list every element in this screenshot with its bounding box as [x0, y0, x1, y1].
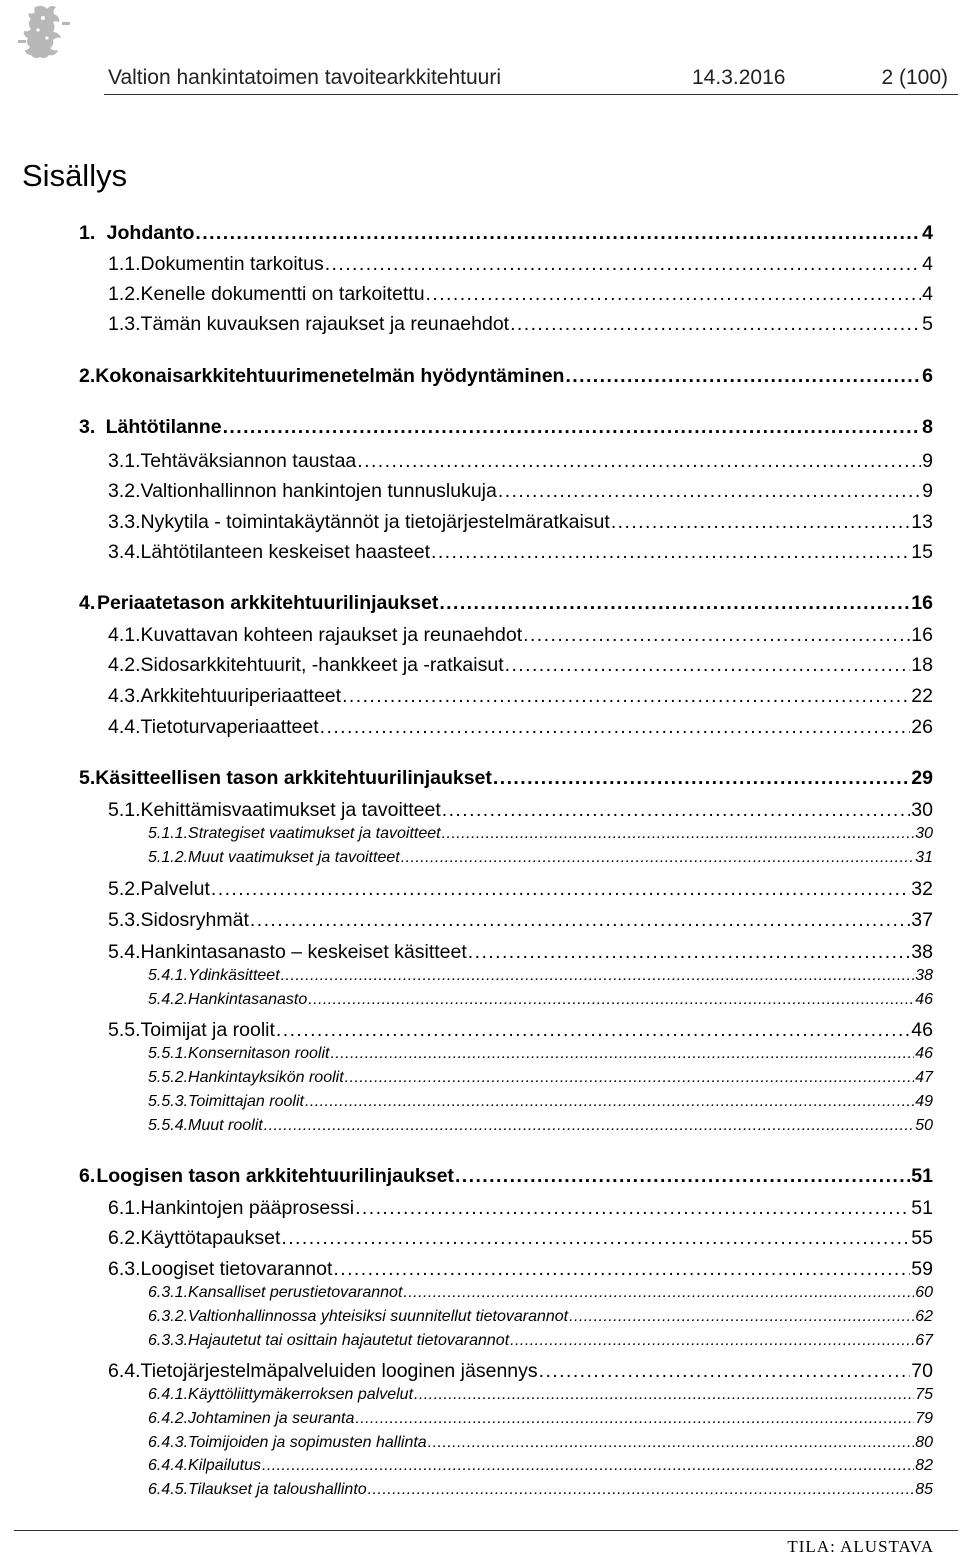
toc-entry-page: 6 — [922, 365, 933, 387]
toc-entry-label: Nykytila - toimintakäytännöt ja tietojärjestelmäratkaisut — [140, 511, 610, 533]
toc-entry-page: 85 — [915, 1481, 933, 1498]
toc-entry[interactable] — [148, 1457, 933, 1475]
toc-entry[interactable] — [148, 1410, 933, 1428]
toc-entry-number: 5.5.4. — [148, 1117, 189, 1134]
toc-dot-leader — [305, 1093, 914, 1111]
toc-entry-number: 6. — [79, 1165, 96, 1187]
toc-entry-label: Johtaminen ja seuranta — [188, 1410, 355, 1427]
toc-dot-leader — [250, 909, 910, 932]
toc-entry-page: 29 — [911, 767, 933, 789]
toc-entry-page: 75 — [915, 1386, 933, 1403]
toc-entry-page: 22 — [911, 685, 933, 707]
toc-entry[interactable] — [108, 313, 933, 336]
toc-entry-label: Sidosryhmät — [140, 909, 249, 931]
toc-entry[interactable] — [148, 1045, 933, 1063]
toc-entry-label: Johdanto — [106, 222, 195, 244]
toc-entry[interactable] — [79, 767, 933, 790]
toc-entry-page: 9 — [922, 450, 933, 472]
toc-entry[interactable] — [108, 716, 933, 739]
toc-entry[interactable] — [108, 685, 933, 708]
toc-entry-page: 16 — [911, 624, 933, 646]
toc-entry-label: Arkkitehtuuriperiaatteet — [140, 685, 342, 707]
toc-entry[interactable] — [108, 511, 933, 534]
header-divider — [104, 94, 958, 95]
toc-entry[interactable] — [108, 1360, 933, 1383]
toc-entry-number: 1. — [79, 222, 96, 244]
toc-entry-page: 5 — [922, 313, 933, 335]
toc-entry-page: 13 — [911, 511, 933, 533]
footer-divider — [14, 1530, 958, 1531]
toc-entry[interactable] — [108, 654, 933, 677]
toc-dot-leader — [264, 1117, 914, 1135]
toc-entry-number: 2. — [79, 365, 96, 387]
toc-entry-number: 6.3.3. — [148, 1332, 189, 1349]
toc-dot-leader — [510, 313, 921, 336]
toc-entry-number: 6.3.1. — [148, 1284, 189, 1301]
toc-entry-page: 15 — [911, 541, 933, 563]
toc-entry-number: 6.4.5. — [148, 1481, 189, 1498]
toc-entry-label: Toimijoiden ja sopimusten hallinta — [188, 1434, 427, 1451]
coat-of-arms-logo — [16, 4, 72, 62]
toc-entry-number: 6.4.4. — [148, 1457, 189, 1474]
toc-entry-number: 3.4. — [108, 541, 141, 563]
toc-dot-leader — [401, 849, 915, 867]
toc-entry-label: Kansalliset perustietovarannot — [188, 1284, 403, 1301]
toc-entry-number: 4.4. — [108, 716, 141, 738]
toc-entry-page: 46 — [915, 991, 933, 1008]
toc-entry-page: 46 — [915, 1045, 933, 1062]
toc-entry-page: 55 — [911, 1227, 933, 1249]
toc-dot-leader — [223, 416, 922, 439]
toc-entry[interactable] — [79, 592, 933, 615]
toc-entry-number: 5.1.2. — [148, 849, 189, 866]
toc-entry-page: 50 — [915, 1117, 933, 1134]
toc-entry-label: Toimittajan roolit — [188, 1093, 304, 1110]
toc-entry-number: 1.2. — [108, 283, 141, 305]
toc-entry-number: 5.3. — [108, 909, 141, 931]
toc-dot-leader — [611, 511, 910, 534]
toc-entry-label: Käyttötapaukset — [140, 1227, 281, 1249]
toc-entry-page: 60 — [915, 1284, 933, 1301]
toc-entry[interactable] — [148, 825, 933, 843]
toc-entry-number: 3. — [79, 416, 96, 438]
toc-entry[interactable] — [79, 1165, 933, 1188]
toc-dot-leader — [403, 1284, 914, 1302]
toc-entry-label: Hankintayksikön roolit — [188, 1069, 344, 1086]
toc-entry-page: 51 — [911, 1165, 933, 1187]
toc-entry[interactable] — [108, 253, 933, 276]
toc-entry-number: 3.2. — [108, 480, 141, 502]
toc-entry[interactable] — [148, 1434, 933, 1452]
toc-dot-leader — [565, 365, 921, 388]
toc-entry-page: 30 — [911, 799, 933, 821]
toc-entry-page: 70 — [911, 1360, 933, 1382]
toc-entry-label: Muut roolit — [188, 1117, 263, 1134]
toc-entry-label: Palvelut — [140, 878, 210, 900]
toc-entry-page: 31 — [915, 849, 933, 866]
toc-entry-label: Tämän kuvauksen rajaukset ja reunaehdot — [140, 313, 510, 335]
toc-entry-label: Hankintojen pääprosessi — [140, 1197, 355, 1219]
document-date: 14.3.2016 — [692, 66, 786, 89]
toc-entry-label: Loogisen tason arkkitehtuurilinjaukset — [96, 1165, 454, 1187]
toc-dot-leader — [355, 1410, 914, 1428]
toc-dot-leader — [281, 967, 915, 985]
toc-entry-number: 5.5. — [108, 1019, 141, 1041]
toc-entry[interactable] — [148, 849, 933, 867]
toc-entry-label: Strategiset vaatimukset ja tavoitteet — [188, 825, 441, 842]
toc-entry[interactable] — [108, 909, 933, 932]
toc-dot-leader — [320, 716, 911, 739]
toc-entry[interactable] — [148, 1308, 933, 1326]
toc-dot-leader — [569, 1308, 914, 1326]
toc-entry[interactable] — [148, 991, 933, 1009]
toc-dot-leader — [368, 1481, 915, 1499]
toc-entry-number: 6.3.2. — [148, 1308, 189, 1325]
toc-dot-leader — [455, 1165, 910, 1188]
toc-entry-label: Valtionhallinnossa yhteisiksi suunnitellut tietovarannot — [188, 1308, 569, 1325]
toc-dot-leader — [357, 450, 921, 473]
toc-entry-page: 8 — [922, 416, 933, 438]
toc-entry-page: 79 — [915, 1410, 933, 1427]
toc-entry-number: 4.1. — [108, 624, 141, 646]
toc-entry-page: 4 — [922, 253, 933, 275]
toc-entry-number: 4. — [79, 592, 96, 614]
toc-entry-label: Kilpailutus — [188, 1457, 261, 1474]
toc-entry-number: 6.3. — [108, 1258, 141, 1280]
toc-entry-label: Tehtäväksiannon taustaa — [140, 450, 357, 472]
toc-entry-number: 6.4.3. — [148, 1434, 189, 1451]
toc-dot-leader — [308, 991, 914, 1009]
toc-dot-leader — [442, 825, 915, 843]
document-header — [108, 66, 958, 96]
toc-dot-leader — [498, 480, 921, 503]
toc-entry-label: Konsernitason roolit — [188, 1045, 330, 1062]
toc-entry-number: 3.3. — [108, 511, 141, 533]
toc-entry[interactable] — [108, 1258, 933, 1281]
toc-entry-label: Lähtötilanteen keskeiset haasteet — [140, 541, 430, 563]
toc-entry-number: 5.1.1. — [148, 825, 189, 842]
toc-entry-number: 3.1. — [108, 450, 141, 472]
toc-entry-page: 46 — [911, 1019, 933, 1041]
toc-entry-number: 6.1. — [108, 1197, 141, 1219]
toc-entry-page: 4 — [922, 222, 933, 244]
toc-dot-leader — [355, 1197, 910, 1220]
toc-dot-leader — [428, 1434, 915, 1452]
toc-dot-leader — [211, 878, 910, 901]
toc-entry-page: 18 — [911, 654, 933, 676]
toc-entry-label: Tilaukset ja taloushallinto — [188, 1481, 367, 1498]
toc-entry-page: 26 — [911, 716, 933, 738]
toc-entry[interactable] — [108, 799, 933, 822]
toc-dot-leader — [345, 1069, 915, 1087]
toc-entry[interactable] — [108, 480, 933, 503]
toc-entry-number: 6.4. — [108, 1360, 141, 1382]
toc-entry-label: Sidosarkkitehtuurit, -hankkeet ja -ratkaisut — [140, 654, 504, 676]
toc-dot-leader — [342, 685, 910, 708]
toc-entry-page: 59 — [911, 1258, 933, 1280]
toc-entry-label: Muut vaatimukset ja tavoitteet — [188, 849, 400, 866]
toc-entry[interactable] — [108, 283, 933, 306]
toc-entry-number: 5.5.3. — [148, 1093, 189, 1110]
toc-entry-page: 49 — [915, 1093, 933, 1110]
toc-dot-leader — [539, 1360, 911, 1383]
document-status: TILA: ALUSTAVA — [787, 1537, 934, 1556]
toc-entry-label: Kenelle dokumentti on tarkoitettu — [140, 283, 425, 305]
toc-dot-leader — [414, 1386, 914, 1404]
toc-entry-page: 37 — [911, 909, 933, 931]
page-number: 2 (100) — [881, 66, 948, 89]
toc-entry[interactable] — [108, 941, 933, 964]
toc-entry-number: 5.4.1. — [148, 967, 189, 984]
toc-entry[interactable] — [108, 541, 933, 564]
toc-dot-leader — [510, 1332, 914, 1350]
toc-entry[interactable] — [108, 450, 933, 473]
toc-entry[interactable] — [148, 1117, 933, 1135]
toc-heading: Sisällys — [22, 158, 128, 193]
toc-entry-label: Valtionhallinnon hankintojen tunnuslukuja — [140, 480, 497, 502]
toc-entry-number: 5.1. — [108, 799, 141, 821]
toc-entry-number: 5.5.2. — [148, 1069, 189, 1086]
toc-entry-label: Käsitteellisen tason arkkitehtuurilinjaukset — [95, 767, 492, 789]
toc-entry[interactable] — [148, 1284, 933, 1302]
toc-entry-number: 6.4.2. — [148, 1410, 189, 1427]
toc-dot-leader — [276, 1019, 910, 1042]
toc-entry[interactable] — [148, 1481, 933, 1499]
toc-entry-label: Toimijat ja roolit — [140, 1019, 275, 1041]
toc-dot-leader — [442, 799, 911, 822]
toc-entry-label: Periaatetason arkkitehtuurilinjaukset — [96, 592, 439, 614]
toc-entry-number: 1.1. — [108, 253, 141, 275]
toc-entry-label: Tietojärjestelmäpalveluiden looginen jäsennys — [140, 1360, 538, 1382]
toc-entry[interactable] — [79, 222, 933, 245]
toc-entry-label: Käyttöliittymäkerroksen palvelut — [188, 1386, 414, 1403]
toc-dot-leader — [523, 624, 910, 647]
toc-entry-label: Dokumentin tarkoitus — [140, 253, 324, 275]
toc-entry-number: 1.3. — [108, 313, 141, 335]
toc-dot-leader — [426, 283, 922, 306]
toc-entry[interactable] — [108, 624, 933, 647]
toc-entry-page: 51 — [911, 1197, 933, 1219]
toc-entry[interactable] — [148, 1093, 933, 1111]
toc-entry-label: Hankintasanasto – keskeiset käsitteet — [140, 941, 467, 963]
document-title: Valtion hankintatoimen tavoitearkkitehtuuri — [108, 66, 502, 89]
toc-entry-page: 82 — [915, 1457, 933, 1474]
toc-entry-number: 6.2. — [108, 1227, 141, 1249]
toc-entry[interactable] — [148, 1332, 933, 1350]
toc-entry-page: 67 — [915, 1332, 933, 1349]
toc-entry-page: 32 — [911, 878, 933, 900]
toc-entry-page: 16 — [911, 592, 933, 614]
toc-entry-number: 5.4. — [108, 941, 141, 963]
toc-entry-number: 4.3. — [108, 685, 141, 707]
toc-entry-number: 5. — [79, 767, 96, 789]
toc-dot-leader — [468, 941, 911, 964]
toc-entry-page: 62 — [915, 1308, 933, 1325]
toc-entry[interactable] — [108, 878, 933, 901]
toc-entry[interactable] — [108, 1227, 933, 1250]
toc-entry-number: 4.2. — [108, 654, 141, 676]
toc-entry-label: Loogiset tietovarannot — [140, 1258, 333, 1280]
toc-entry-label: Kehittämisvaatimukset ja tavoitteet — [140, 799, 441, 821]
toc-entry-page: 38 — [911, 941, 933, 963]
toc-entry-number: 5.2. — [108, 878, 141, 900]
toc-dot-leader — [431, 541, 910, 564]
toc-entry-label: Kokonaisarkkitehtuurimenetelmän hyödyntäminen — [95, 365, 565, 387]
toc-dot-leader — [439, 592, 910, 615]
toc-dot-leader — [493, 767, 910, 790]
toc-dot-leader — [333, 1258, 910, 1281]
toc-dot-leader — [330, 1045, 914, 1063]
toc-entry[interactable] — [108, 1197, 933, 1220]
toc-entry[interactable] — [148, 1069, 933, 1087]
toc-entry[interactable] — [108, 1019, 933, 1042]
toc-dot-leader — [195, 222, 921, 245]
toc-entry[interactable] — [148, 1386, 933, 1404]
toc-entry-page: 47 — [915, 1069, 933, 1086]
toc-entry-label: Ydinkäsitteet — [188, 967, 280, 984]
toc-dot-leader — [281, 1227, 910, 1250]
toc-entry-number: 5.5.1. — [148, 1045, 189, 1062]
toc-entry-page: 38 — [915, 967, 933, 984]
toc-entry-page: 30 — [915, 825, 933, 842]
toc-entry-label: Tietoturvaperiaatteet — [140, 716, 319, 738]
toc-entry-label: Hajautetut tai osittain hajautetut tietovarannot — [188, 1332, 510, 1349]
toc-entry[interactable] — [79, 416, 933, 439]
toc-entry[interactable] — [79, 365, 933, 388]
toc-entry-label: Lähtötilanne — [105, 416, 222, 438]
toc-entry[interactable] — [148, 967, 933, 985]
toc-entry-number: 5.4.2. — [148, 991, 189, 1008]
toc-dot-leader — [262, 1457, 914, 1475]
toc-entry-page: 4 — [922, 283, 933, 305]
toc-entry-number: 6.4.1. — [148, 1386, 189, 1403]
toc-entry-page: 80 — [915, 1434, 933, 1451]
toc-entry-page: 9 — [922, 480, 933, 502]
toc-entry-label: Hankintasanasto — [188, 991, 308, 1008]
toc-dot-leader — [505, 654, 911, 677]
toc-entry-label: Kuvattavan kohteen rajaukset ja reunaehdot — [140, 624, 523, 646]
toc-dot-leader — [325, 253, 921, 276]
